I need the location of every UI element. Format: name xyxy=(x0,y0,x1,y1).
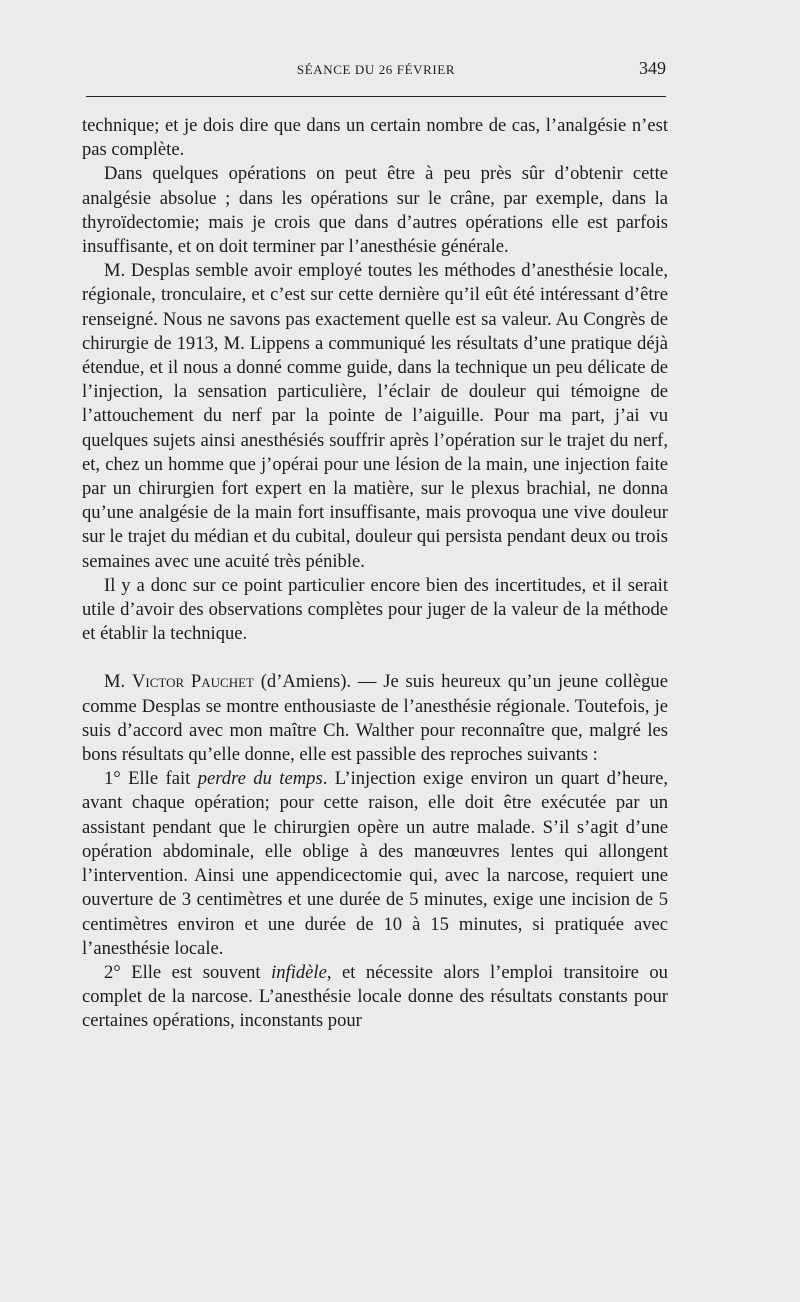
point-two-number: 2° xyxy=(104,961,121,983)
point-one-lead: Elle fait xyxy=(120,768,198,790)
point-two-text: , et nécessite alors l’emploi transitoire ou complet de la narcose. L’anesthésie locale donne des résultats constants pour certaines opérations, inconstants pour xyxy=(82,961,668,1032)
point-one-text: . L’injection exige environ un quart d’heure, avant chaque opération; pour cette raison, elle doit être exécutée par un assistant pendant que le chirurgien opère un autre malade. S’il s’agit d’une opération abdominale, elle oblige à des manœuvres lentes qui allongent l’intervention. Ainsi une appendicectomie qui, avec la narcose, requiert une ouverture de 3 centimètres et une durée de 5 minutes, exige une incision de 5 centimètres environ et une durée de 10 à 15 minutes, si pratiquée avec l’anesthésie locale. xyxy=(82,768,668,959)
paragraph-cranial-operations: Dans quelques opérations on peut être à peu près sûr d’obtenir cette analgésie absolue ; dans les opérations sur le crâne, par exemple, dans la thyroïdectomie; mais je crois que dans d’autres opérations elle est parfois insuffisante, et on doit terminer par l’anesthésie générale. xyxy=(82,163,668,258)
point-two-paragraph xyxy=(82,961,668,1034)
point-one-paragraph xyxy=(82,767,668,961)
header-rule xyxy=(86,96,666,97)
paragraph-uncertainties: Il y a donc sur ce point particulier encore bien des incertitudes, et il serait utile d’avoir des observations complètes pour juger de la valeur de la méthode et établir la technique. xyxy=(82,574,668,645)
body-text xyxy=(82,114,668,1034)
point-two-emphasis: infidèle xyxy=(271,961,327,983)
page-header xyxy=(86,58,666,84)
pauchet-text: (d’Amiens). — Je suis heureux qu’un jeune collègue comme Desplas se montre enthousiaste de l’anesthésie régionale. Toutefois, je suis d’accord avec mon maître Ch. Walther pour reconnaître que, malgré les bons résultats qu’elle donne, elle est passible des reproches suivants : xyxy=(82,671,668,766)
point-two-lead: Elle est souvent xyxy=(120,961,272,983)
speaker-name: Victor Pauchet xyxy=(131,671,254,693)
paragraph-desplas-methods: M. Desplas semble avoir employé toutes les méthodes d’anesthésie locale, régionale, tronculaire, et c’est sur cette dernière qu’il eût été intéressant d’être renseigné. Nous ne savons pas exactement quelle est sa valeur. Au Congrès de chirurgie de 1913, M. Lippens a communiqué les résultats d’une pratique déjà étendue, et il nous a donné comme guide, dans la technique un peu délicate de l’injection, la sensation particulière, l’éclair de douleur qui témoigne de l’attouchement du nerf par la pointe de l’aiguille. Pour ma part, j’ai vu quelques sujets ainsi anesthésiés souffrir après l’opération sur le trajet du nerf, et, chez un homme que j’opérai pour une lésion de la main, une injection faite par un chirurgien fort expert en la matière, sur le plexus brachial, ne donna qu’une analgésie de la main fort insuffisante, mais provoqua une vive douleur sur le trajet du médian et du cubital, douleur qui persista pendant deux ou trois semaines avec une acuité très pénible. xyxy=(82,260,668,572)
page-number: 349 xyxy=(639,58,666,78)
paragraph-continuation: technique; et je dois dire que dans un certain nombre de cas, l’analgésie n’est pas complète. xyxy=(82,115,668,161)
point-one-emphasis: perdre du temps xyxy=(197,768,323,790)
paragraph-pauchet-intervention xyxy=(82,670,668,767)
point-one-number: 1° xyxy=(104,768,121,790)
speaker-prefix: M. xyxy=(104,671,132,693)
running-title: SÉANCE DU 26 FÉVRIER xyxy=(296,62,456,77)
